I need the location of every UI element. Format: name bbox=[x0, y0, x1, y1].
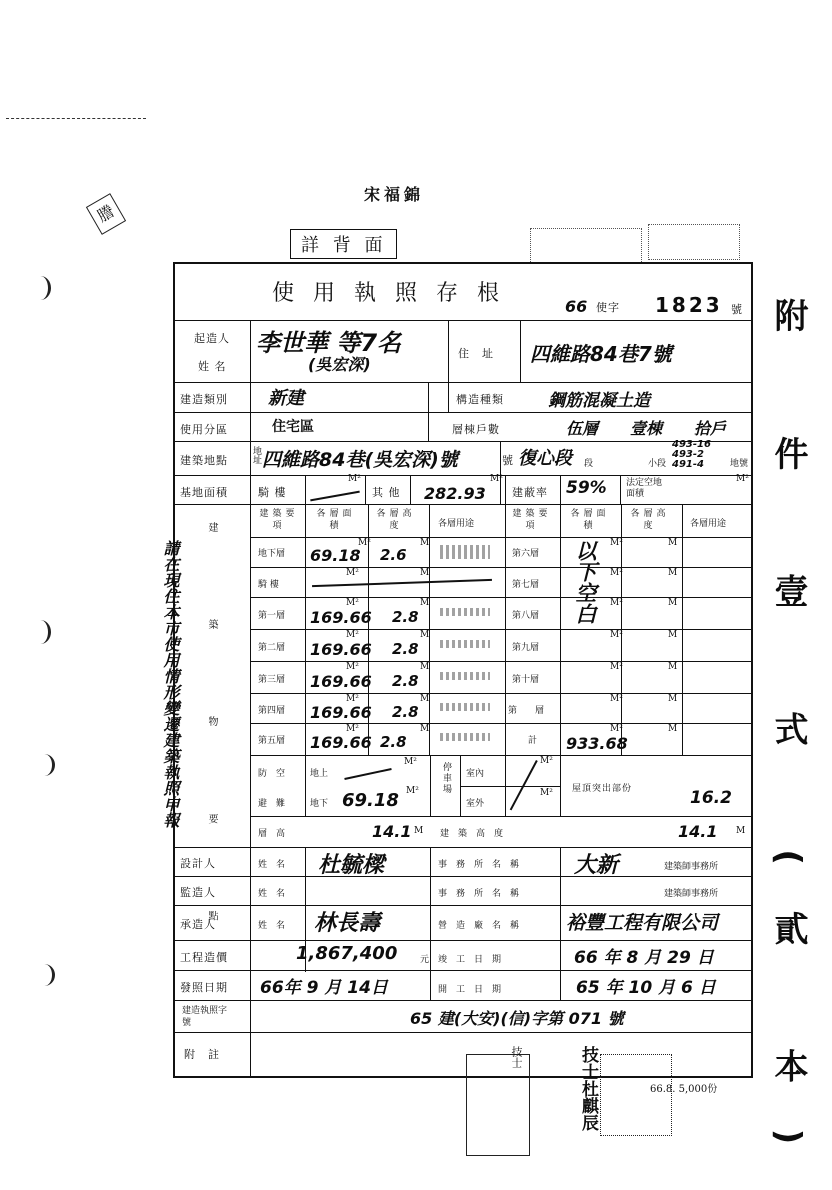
rule bbox=[620, 475, 621, 504]
address-label: 住 址 bbox=[458, 347, 494, 360]
shelter-label: 防 空 bbox=[258, 769, 286, 779]
f5-area: 169.66 bbox=[310, 733, 372, 752]
rule bbox=[250, 597, 753, 598]
f1-height: 2.8 bbox=[392, 608, 419, 626]
contractor-company-value: 裕豐工程有限公司 bbox=[566, 912, 719, 934]
basement-height-unit: M bbox=[420, 538, 430, 548]
col-item-header-2: 建築要項 bbox=[512, 509, 552, 531]
f7-area-unit: M² bbox=[610, 568, 623, 578]
legal-area-label: 法定空地面積 bbox=[626, 478, 663, 499]
row-f9: 第九層 bbox=[512, 643, 540, 653]
below-label: 地下 bbox=[310, 799, 329, 809]
roof-value: 16.2 bbox=[690, 788, 732, 808]
rule bbox=[173, 412, 753, 413]
permit-label: 建造執照字號 bbox=[182, 1006, 228, 1028]
site-road-value: 四維路84巷(吳宏深)號 bbox=[262, 449, 458, 471]
rule bbox=[250, 755, 753, 756]
indoor-unit: M² bbox=[540, 756, 553, 766]
completion-date: 66 年 8 月 29 日 bbox=[574, 948, 714, 968]
bldg-height-unit: M bbox=[736, 826, 746, 836]
floors-value: 伍層 bbox=[566, 419, 599, 438]
completion-label: 竣 工 日 期 bbox=[438, 955, 502, 965]
rule bbox=[173, 475, 753, 476]
rule bbox=[173, 1000, 753, 1001]
row-basement: 地下層 bbox=[258, 549, 286, 559]
f10-area-unit: M² bbox=[610, 662, 623, 672]
use-mark bbox=[440, 703, 490, 711]
rule bbox=[250, 629, 753, 630]
issue-label: 發照日期 bbox=[180, 981, 228, 994]
blank-note: 以下空白 bbox=[573, 540, 597, 624]
rule bbox=[250, 693, 753, 694]
f3-height-unit: M bbox=[420, 662, 430, 672]
serial-suffix: 號 bbox=[731, 303, 743, 316]
permit-number: 65 建(大安)(信)字第 071 號 bbox=[410, 1009, 624, 1028]
col-height-header: 各層高度 bbox=[376, 509, 416, 531]
site-land-label: 地號 bbox=[730, 459, 749, 469]
address-value: 四維路84巷7號 bbox=[530, 342, 672, 366]
rule bbox=[250, 537, 753, 538]
row-total: 計 bbox=[528, 736, 538, 746]
side-stamp: 謄 bbox=[86, 193, 126, 235]
site-label: 建築地點 bbox=[180, 454, 228, 467]
outdoor-label: 室外 bbox=[466, 799, 485, 809]
contractor-name-label: 姓 名 bbox=[258, 921, 286, 931]
rule bbox=[520, 320, 521, 382]
above-label: 地上 bbox=[310, 769, 329, 779]
row-f3: 第三層 bbox=[258, 675, 286, 685]
fb-area-unit: M² bbox=[610, 694, 623, 704]
col-item-header: 建築要項 bbox=[259, 509, 299, 531]
row-f10: 第十層 bbox=[512, 675, 540, 685]
contractor-company-label: 營 造 廠 名 稱 bbox=[438, 921, 520, 931]
issue-date: 66年 9 月 14日 bbox=[260, 978, 388, 998]
designer-firm-label: 事 務 所 名 稱 bbox=[438, 860, 520, 870]
f1-area-unit: M² bbox=[346, 598, 359, 608]
f3-area: 169.66 bbox=[310, 672, 372, 691]
rule bbox=[173, 382, 753, 383]
site-land-nos: 493-16 493-2 491-4 bbox=[672, 439, 711, 470]
rule bbox=[560, 755, 561, 816]
bottom-stamp-3 bbox=[600, 1054, 672, 1136]
rule bbox=[173, 320, 753, 321]
rule bbox=[428, 382, 429, 442]
f2-height-unit: M bbox=[420, 630, 430, 640]
use-zone-label: 使用分區 bbox=[180, 423, 228, 436]
f8-height-unit: M bbox=[668, 598, 678, 608]
coverage-label: 建蔽率 bbox=[512, 486, 548, 499]
start-label: 開 工 日 期 bbox=[438, 985, 502, 995]
basement-height: 2.6 bbox=[380, 546, 407, 564]
scan-line bbox=[6, 118, 146, 119]
designer-name-value: 杜毓樑 bbox=[318, 853, 385, 878]
rule bbox=[305, 755, 306, 816]
units-value: 拾戶 bbox=[694, 419, 727, 438]
total-area-unit: M² bbox=[610, 724, 623, 734]
f4-height: 2.8 bbox=[392, 703, 419, 721]
row-f-blank: 第 層 bbox=[508, 706, 545, 716]
arcade-label: 騎 樓 bbox=[258, 486, 287, 499]
f4-area: 169.66 bbox=[310, 703, 372, 722]
f7-height-unit: M bbox=[668, 568, 678, 578]
rule bbox=[173, 441, 753, 442]
f8-area-unit: M² bbox=[610, 598, 623, 608]
supervisor-firm-suffix: 建築師事務所 bbox=[664, 889, 719, 899]
print-run: 66.8. 5,000份 bbox=[650, 1084, 718, 1095]
col-area-header: 各層面積 bbox=[316, 509, 356, 531]
rule bbox=[250, 320, 251, 1078]
refuge-below-value: 69.18 bbox=[342, 790, 399, 811]
rule bbox=[365, 475, 366, 504]
serial-number: 1823 bbox=[655, 293, 723, 317]
f3-height: 2.8 bbox=[392, 672, 419, 690]
rule bbox=[173, 1032, 753, 1033]
header-seal-small-2 bbox=[648, 224, 740, 260]
row-f2: 第二層 bbox=[258, 643, 286, 653]
parking-label: 停車場 bbox=[441, 762, 451, 795]
bldg-height-value: 14.1 bbox=[678, 822, 718, 841]
scan-artifact bbox=[34, 754, 55, 776]
legal-area-unit: M² bbox=[736, 474, 749, 484]
f1-area: 169.66 bbox=[310, 608, 372, 627]
f6-height-unit: M bbox=[668, 538, 678, 548]
rule bbox=[173, 905, 753, 906]
bottom-stamp-2-text: 技士杜麒辰 bbox=[578, 1046, 598, 1131]
f5-area-unit: M² bbox=[346, 724, 359, 734]
category-value: 新建 bbox=[268, 388, 304, 409]
other-label: 其 他 bbox=[372, 486, 401, 499]
below-unit: M² bbox=[406, 786, 419, 796]
rule bbox=[560, 504, 561, 756]
right-margin-note: 附 件 壹 式 (貳 本) bbox=[768, 298, 808, 1190]
row-f1: 第一層 bbox=[258, 611, 286, 621]
f9-height-unit: M bbox=[668, 630, 678, 640]
f10-height-unit: M bbox=[668, 662, 678, 672]
structure-value: 鋼筋混凝土造 bbox=[548, 391, 650, 411]
f2-area: 169.66 bbox=[310, 640, 372, 659]
rule bbox=[250, 661, 753, 662]
rule bbox=[430, 847, 431, 1000]
indoor-label: 室內 bbox=[466, 769, 485, 779]
attach-label: 附 註 bbox=[184, 1048, 220, 1061]
bottom-stamp-1 bbox=[466, 1054, 530, 1156]
f2-height: 2.8 bbox=[392, 640, 419, 658]
f1-height-unit: M bbox=[420, 598, 430, 608]
builder-title: 起造人 bbox=[194, 332, 230, 345]
rule bbox=[173, 940, 753, 941]
arcade-row-area-unit: M² bbox=[346, 568, 359, 578]
detail-label: 詳 背 面 bbox=[290, 229, 397, 259]
rule bbox=[173, 847, 753, 848]
category-label: 建造類別 bbox=[180, 393, 228, 406]
bldg-height-label: 建 築 高 度 bbox=[440, 829, 504, 839]
scan-artifact bbox=[34, 964, 55, 986]
basement-area: 69.18 bbox=[310, 546, 361, 565]
use-zone-value: 住宅區 bbox=[272, 419, 314, 435]
arcade-row-height-unit: M bbox=[420, 568, 430, 578]
total-area: 933.68 bbox=[566, 734, 628, 753]
outdoor-unit: M² bbox=[540, 788, 553, 798]
top-stamp: 宋福錦 bbox=[364, 185, 425, 204]
rule bbox=[560, 847, 561, 1000]
buildings-value: 壹棟 bbox=[630, 419, 663, 438]
form-title: 使 用 執 照 存 根 bbox=[272, 281, 505, 306]
f9-area-unit: M² bbox=[610, 630, 623, 640]
row-f6: 第六層 bbox=[512, 549, 540, 559]
serial-year: 66 bbox=[565, 297, 588, 316]
use-mark bbox=[440, 608, 490, 616]
f2-area-unit: M² bbox=[346, 630, 359, 640]
floor-height-unit: M bbox=[414, 826, 424, 836]
designer-firm-suffix: 建築師事務所 bbox=[664, 862, 719, 872]
contractor-name-value: 林長壽 bbox=[314, 911, 381, 936]
row-f8: 第八層 bbox=[512, 611, 540, 621]
site-section-label: 段 bbox=[584, 459, 594, 469]
rule bbox=[682, 504, 683, 756]
use-mark bbox=[440, 640, 490, 648]
f5-height-unit: M bbox=[420, 724, 430, 734]
rule bbox=[305, 475, 306, 504]
rule bbox=[305, 504, 306, 756]
row-arcade: 騎 樓 bbox=[258, 580, 279, 590]
col-height-header-2: 各層高度 bbox=[630, 509, 670, 531]
rule bbox=[250, 567, 753, 568]
roof-label: 屋頂突出部份 bbox=[572, 784, 633, 794]
left-margin-note: 請在現住本市使用情形變遷建築執照申報 bbox=[161, 540, 180, 828]
rule bbox=[250, 723, 753, 724]
arcade-unit: M² bbox=[348, 474, 361, 484]
use-mark bbox=[440, 733, 490, 741]
floors-units-label: 層棟戶數 bbox=[452, 423, 500, 436]
base-area-label: 基地面積 bbox=[180, 486, 228, 499]
f5-height: 2.8 bbox=[380, 733, 407, 751]
start-date: 65 年 10 月 6 日 bbox=[576, 978, 716, 998]
above-unit: M² bbox=[404, 757, 417, 767]
rule bbox=[448, 320, 449, 412]
other-area-value: 282.93 bbox=[424, 484, 486, 503]
f4-area-unit: M² bbox=[346, 694, 359, 704]
serial-char: 使字 bbox=[596, 301, 620, 314]
rule bbox=[173, 504, 753, 505]
designer-firm-value: 大新 bbox=[574, 853, 619, 878]
site-section-value: 復心段 bbox=[518, 448, 572, 469]
basement-area-unit: M² bbox=[358, 538, 371, 548]
col-area-header-2: 各層面積 bbox=[570, 509, 610, 531]
f4-height-unit: M bbox=[420, 694, 430, 704]
rule bbox=[460, 786, 560, 787]
builder-name-value-2: (吳宏深) bbox=[308, 355, 371, 374]
rule bbox=[560, 475, 561, 504]
rule bbox=[505, 475, 506, 504]
builder-name-value: 李世華 等7名 bbox=[256, 329, 402, 357]
site-subsection-label: 小段 bbox=[648, 459, 667, 469]
site-number-label: 號 bbox=[502, 454, 514, 467]
supervisor-name-label: 姓 名 bbox=[258, 889, 286, 899]
contractor-label: 承造人 bbox=[180, 918, 216, 931]
cost-value: 1,867,400 bbox=[296, 943, 398, 964]
use-mark bbox=[440, 672, 490, 680]
rule bbox=[430, 755, 431, 816]
col-use-header-2: 各層用途 bbox=[690, 519, 727, 529]
structure-label: 構造種類 bbox=[456, 393, 504, 406]
rule bbox=[500, 441, 501, 504]
scan-artifact bbox=[30, 620, 51, 644]
rule bbox=[250, 816, 753, 817]
designer-label: 設計人 bbox=[180, 857, 216, 870]
f3-area-unit: M² bbox=[346, 662, 359, 672]
rule bbox=[173, 970, 753, 971]
row-f7: 第七層 bbox=[512, 580, 540, 590]
rule bbox=[410, 475, 411, 504]
site-sub-label: 地址 bbox=[251, 446, 261, 464]
row-f5: 第五層 bbox=[258, 736, 286, 746]
other-area-unit: M² bbox=[490, 474, 503, 484]
left-vertical-label: 建 築 物 要 點 bbox=[206, 522, 217, 963]
coverage-value: 59% bbox=[566, 478, 607, 498]
bottom-stamp-1-text: 技士 bbox=[510, 1046, 523, 1068]
builder-name-label: 姓 名 bbox=[198, 360, 227, 373]
designer-name-label: 姓 名 bbox=[258, 860, 286, 870]
floor-height-value: 14.1 bbox=[372, 822, 412, 841]
header-seal-small bbox=[530, 228, 642, 264]
use-mark bbox=[440, 545, 490, 559]
supervisor-label: 監造人 bbox=[180, 886, 216, 899]
rule bbox=[173, 876, 753, 877]
scan-artifact bbox=[30, 276, 51, 300]
floor-height-label: 層 高 bbox=[258, 829, 286, 839]
row-f4: 第四層 bbox=[258, 706, 286, 716]
f6-area-unit: M² bbox=[610, 538, 623, 548]
col-use-header: 各層用途 bbox=[438, 519, 475, 529]
cost-unit: 元 bbox=[420, 955, 430, 965]
refuge-label: 避 難 bbox=[258, 799, 286, 809]
supervisor-firm-label: 事 務 所 名 稱 bbox=[438, 889, 520, 899]
fb-height-unit: M bbox=[668, 694, 678, 704]
total-height-unit: M bbox=[668, 724, 678, 734]
rule bbox=[505, 504, 506, 756]
cost-label: 工程造價 bbox=[180, 951, 228, 964]
